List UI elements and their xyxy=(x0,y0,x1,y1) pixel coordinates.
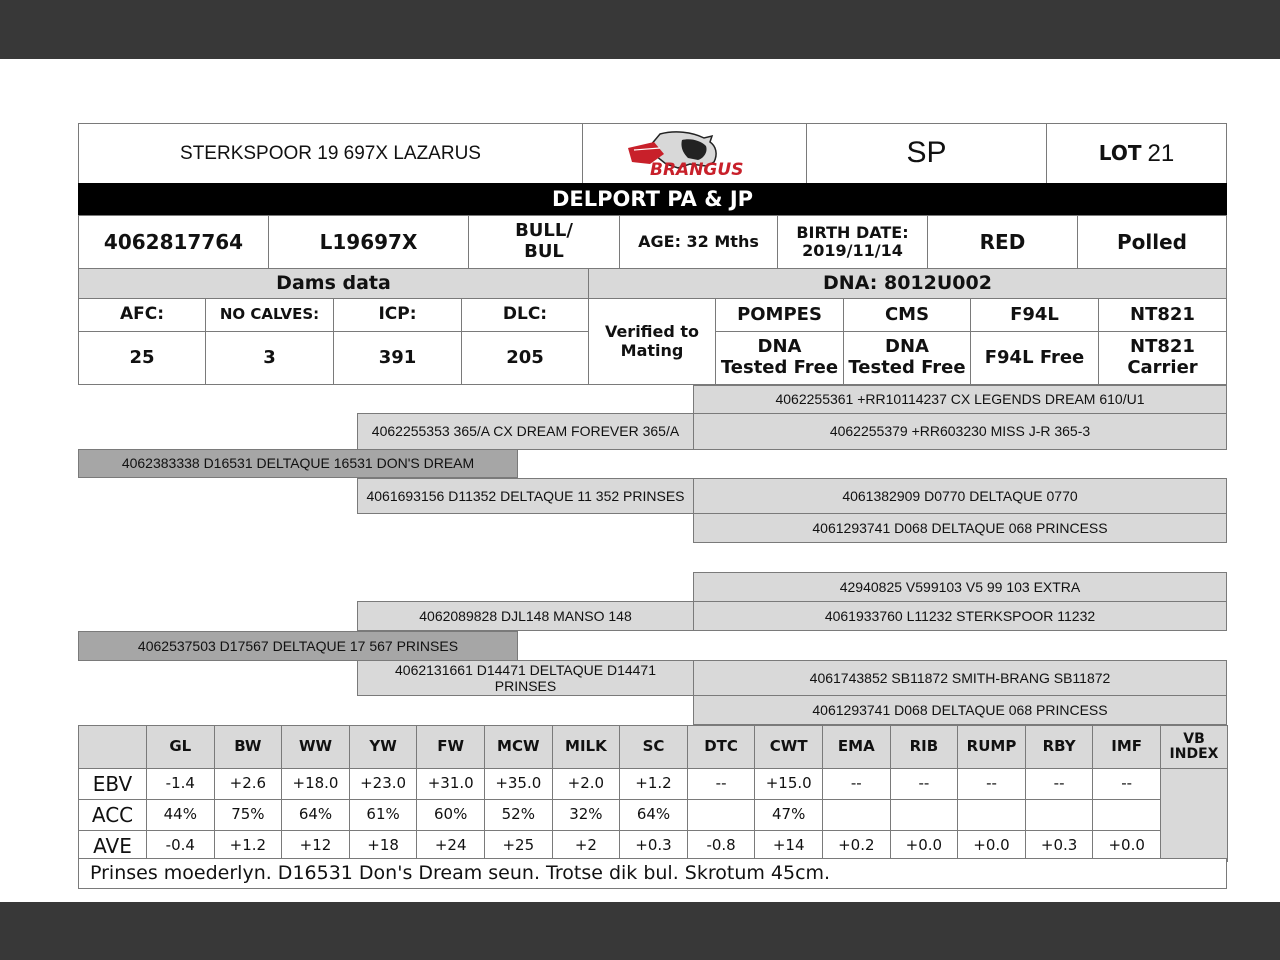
ebv-value-cell: +15.0 xyxy=(754,768,823,800)
dna-header-label: NT821 xyxy=(1130,303,1195,325)
ebv-row-label-ave: AVE xyxy=(78,830,147,862)
dams-title: Dams data xyxy=(276,271,391,294)
dna-result-line1: F94L Free xyxy=(984,346,1085,368)
pedigree-text: 4061693156 D11352 DELTAQUE 11 352 PRINSES xyxy=(366,487,685,504)
ebv-value-cell: +2.0 xyxy=(552,768,621,800)
dna-header-pompes xyxy=(715,298,844,332)
ebv-value-cell: -- xyxy=(957,768,1026,800)
ebv-col-header-ema: EMA xyxy=(822,725,891,769)
ebv-col-header-bw: BW xyxy=(214,725,283,769)
ebv-value-cell xyxy=(687,799,756,831)
ebv-value-cell: -- xyxy=(1025,768,1094,800)
ebv-value-cell: -0.8 xyxy=(687,830,756,862)
dna-header-f94l xyxy=(970,298,1099,332)
dams-header-label: NO CALVES: xyxy=(219,305,320,324)
pedigree-text: 4062131661 D14471 DELTAQUE D14471 PRINSES xyxy=(395,661,656,694)
ebv-col-header-rib: RIB xyxy=(890,725,959,769)
dams-value-icp xyxy=(333,331,462,385)
dams-value: 391 xyxy=(378,346,417,368)
pedigree-sire-sire xyxy=(357,413,694,450)
dna-verified-cell xyxy=(588,298,716,385)
ebv-value-cell: +0.0 xyxy=(957,830,1026,862)
dna-header-label: POMPES xyxy=(737,303,822,325)
reg-number-cell xyxy=(78,215,269,269)
pedigree-dam-dam xyxy=(357,660,694,696)
pedigree-text: 4062255361 +RR10114237 CX LEGENDS DREAM 610/U1 xyxy=(775,391,1145,408)
pedigree-text: 4062383338 D16531 DELTAQUE 16531 DON'S DREAM xyxy=(121,455,475,472)
ebv-value-cell xyxy=(957,799,1026,831)
dna-title: DNA: 8012U002 xyxy=(823,271,992,294)
ebv-value-cell: +35.0 xyxy=(484,768,553,800)
pedigree-text: 4062537503 D17567 DELTAQUE 17 567 PRINSES xyxy=(137,637,459,654)
dna-result-line2: Tested Free xyxy=(848,357,966,378)
ebv-value-cell: +18 xyxy=(349,830,418,862)
ebv-row-label-acc: ACC xyxy=(78,799,147,831)
breeder-code-cell xyxy=(806,123,1047,184)
pedigree-sire-dam xyxy=(357,478,694,514)
ebv-value-cell: -- xyxy=(822,768,891,800)
horn-status-cell xyxy=(1077,215,1227,269)
sex-line2: BUL xyxy=(524,241,564,262)
dams-header-label: ICP: xyxy=(378,304,417,325)
dna-result-line2: Tested Free xyxy=(720,357,839,378)
pedigree-text: 4062255353 365/A CX DREAM FOREVER 365/A xyxy=(371,423,680,440)
ebv-row-label-ebv: EBV xyxy=(78,768,147,800)
ebv-value-cell: +12 xyxy=(281,830,350,862)
birth-date: 2019/11/14 xyxy=(802,241,903,260)
animal-name: STERKSPOOR 19 697X LAZARUS xyxy=(180,142,481,164)
ebv-value-cell: -1.4 xyxy=(146,768,215,800)
dna-header-cms xyxy=(843,298,971,332)
pedigree-sire-sire-dam xyxy=(693,413,1227,450)
ebv-value-cell: +24 xyxy=(416,830,485,862)
birth-label: BIRTH DATE: xyxy=(796,222,909,242)
ebv-value-cell: 64% xyxy=(619,799,688,831)
dams-value-afc xyxy=(78,331,206,385)
dna-result-line1: NT821 xyxy=(1130,336,1195,358)
ebv-value-cell: +0.3 xyxy=(619,830,688,862)
ebv-value-cell: -0.4 xyxy=(146,830,215,862)
dna-result-line1: DNA xyxy=(757,336,802,358)
ebv-value-cell: 52% xyxy=(484,799,553,831)
comment-text: Prinses moederlyn. D16531 Don's Dream seun. Trotse dik bul. Skrotum 45cm. xyxy=(90,861,831,884)
bottom-letterbox-bar xyxy=(0,902,1280,960)
age: AGE: 32 Mths xyxy=(638,231,759,251)
logo-text: BRANGUS xyxy=(649,159,743,180)
vb-index-header xyxy=(1160,725,1228,769)
ebv-col-header-ww: WW xyxy=(281,725,350,769)
dams-header-label: AFC: xyxy=(119,304,165,325)
ebv-value-cell: 75% xyxy=(214,799,283,831)
dams-value: 25 xyxy=(129,346,155,368)
ebv-value-cell xyxy=(1092,799,1161,831)
pedigree-text: 4061293741 D068 DELTAQUE 068 PRINCESS xyxy=(812,701,1108,718)
pedigree-dam-dam-dam xyxy=(693,695,1227,725)
ebv-col-header-sc: SC xyxy=(619,725,688,769)
ebv-value-cell: +18.0 xyxy=(281,768,350,800)
ident-cell xyxy=(268,215,469,269)
dna-title-cell xyxy=(588,268,1227,299)
dna-header-label: F94L xyxy=(1010,303,1059,325)
verified-line2: Mating xyxy=(620,340,684,360)
ebv-col-header-gl: GL xyxy=(146,725,215,769)
ebv-value-cell: +0.0 xyxy=(890,830,959,862)
sex-line1: BULL/ xyxy=(515,220,573,242)
dna-header-nt821 xyxy=(1098,298,1227,332)
dna-result-line2: Carrier xyxy=(1127,357,1198,378)
horn-status: Polled xyxy=(1117,229,1187,254)
dna-result-nt821 xyxy=(1098,331,1227,385)
pedigree-dam-dam-sire xyxy=(693,660,1227,696)
dams-value: 3 xyxy=(263,346,276,368)
dams-header-dlc xyxy=(461,298,589,332)
pedigree-sire-dam-dam xyxy=(693,513,1227,543)
top-letterbox-bar xyxy=(0,0,1280,59)
ebv-value-cell: -- xyxy=(890,768,959,800)
ebv-value-cell: 44% xyxy=(146,799,215,831)
pedigree-sire-dam-sire xyxy=(693,478,1227,514)
vb-index-label-line1: VB xyxy=(1183,730,1205,747)
dams-header-icp xyxy=(333,298,462,332)
ebv-col-header-milk: MILK xyxy=(552,725,621,769)
ebv-value-cell: +2 xyxy=(552,830,621,862)
ebv-col-header-mcw: MCW xyxy=(484,725,553,769)
owner-band xyxy=(78,183,1227,216)
owner-name: DELPORT PA & JP xyxy=(551,187,754,212)
dna-header-label: CMS xyxy=(884,303,930,325)
ebv-value-cell: +14 xyxy=(754,830,823,862)
ebv-col-header-fw: FW xyxy=(416,725,485,769)
comment-cell xyxy=(78,858,1227,889)
lot-number: 21 xyxy=(1147,139,1175,167)
dna-result-f94l xyxy=(970,331,1099,385)
pedigree-text: 4062255379 +RR603230 MISS J-R 365-3 xyxy=(829,423,1091,440)
ebv-table xyxy=(78,725,1227,859)
ebv-col-header-imf: IMF xyxy=(1092,725,1161,769)
ebv-value-cell: +23.0 xyxy=(349,768,418,800)
pedigree-dam xyxy=(78,631,518,661)
dams-value-calves xyxy=(205,331,334,385)
dna-result-cms xyxy=(843,331,971,385)
lot-label: LOT xyxy=(1098,141,1142,165)
ebv-value-cell: +2.6 xyxy=(214,768,283,800)
ebv-value-cell xyxy=(890,799,959,831)
pedigree-text: 4061293741 D068 DELTAQUE 068 PRINCESS xyxy=(812,519,1108,536)
age-cell xyxy=(619,215,778,269)
ebv-value-cell: +1.2 xyxy=(619,768,688,800)
ebv-value-cell: 47% xyxy=(754,799,823,831)
ebv-col-header-rby: RBY xyxy=(1025,725,1094,769)
verified-line1: Verified to xyxy=(604,322,700,342)
ebv-value-cell: +0.3 xyxy=(1025,830,1094,862)
colour-cell xyxy=(927,215,1078,269)
ebv-value-cell: 60% xyxy=(416,799,485,831)
ebv-col-header-rump: RUMP xyxy=(957,725,1026,769)
dams-header-calves xyxy=(205,298,334,332)
breeder-code: SP xyxy=(906,136,947,170)
ebv-value-cell: 61% xyxy=(349,799,418,831)
ebv-value-cell xyxy=(1025,799,1094,831)
ebv-col-header-dtc: DTC xyxy=(687,725,756,769)
pedigree-text: 4061743852 SB11872 SMITH-BRANG SB11872 xyxy=(809,669,1111,686)
pedigree-sire xyxy=(78,449,518,478)
vb-index-value-cell xyxy=(1160,768,1228,862)
pedigree-text: 4061933760 L11232 STERKSPOOR 11232 xyxy=(824,607,1096,624)
ebv-col-header-cwt: CWT xyxy=(754,725,823,769)
colour: RED xyxy=(979,229,1026,254)
animal-name-cell xyxy=(78,123,583,184)
reg-number: 4062817764 xyxy=(103,229,244,254)
ebv-value-cell: +25 xyxy=(484,830,553,862)
lot-cell xyxy=(1046,123,1227,184)
sex-cell xyxy=(468,215,620,269)
dams-value-dlc xyxy=(461,331,589,385)
ebv-value-cell xyxy=(822,799,891,831)
pedigree-dam-sire-dam xyxy=(693,601,1227,631)
ebv-corner-cell xyxy=(78,725,147,769)
ebv-value-cell: -- xyxy=(687,768,756,800)
dams-header-afc xyxy=(78,298,206,332)
dna-result-pompes xyxy=(715,331,844,385)
dna-result-line1: DNA xyxy=(885,336,929,358)
ebv-value-cell: +0.2 xyxy=(822,830,891,862)
pedigree-dam-sire-sire xyxy=(693,572,1227,602)
ebv-value-cell: +1.2 xyxy=(214,830,283,862)
ebv-value-cell: 32% xyxy=(552,799,621,831)
ebv-col-header-yw: YW xyxy=(349,725,418,769)
vb-index-label-line2: INDEX xyxy=(1169,746,1219,762)
bull-head-icon xyxy=(620,128,770,180)
ebv-value-cell: +31.0 xyxy=(416,768,485,800)
dams-value: 205 xyxy=(506,346,544,368)
ident: L19697X xyxy=(319,229,418,254)
pedigree-dam-sire xyxy=(357,601,694,631)
dams-header-label: DLC: xyxy=(502,304,548,325)
pedigree-text: 4062089828 DJL148 MANSO 148 xyxy=(419,607,632,624)
brangus-logo xyxy=(582,123,807,184)
pedigree-text: 42940825 V599103 V5 99 103 EXTRA xyxy=(839,578,1081,595)
ebv-value-cell: -- xyxy=(1092,768,1161,800)
ebv-value-cell: +0.0 xyxy=(1092,830,1161,862)
birth-date-cell xyxy=(777,215,928,269)
pedigree-text: 4061382909 D0770 DELTAQUE 0770 xyxy=(842,487,1078,504)
ebv-value-cell: 64% xyxy=(281,799,350,831)
dams-title-cell xyxy=(78,268,589,299)
pedigree-sire-sire-sire xyxy=(693,385,1227,414)
